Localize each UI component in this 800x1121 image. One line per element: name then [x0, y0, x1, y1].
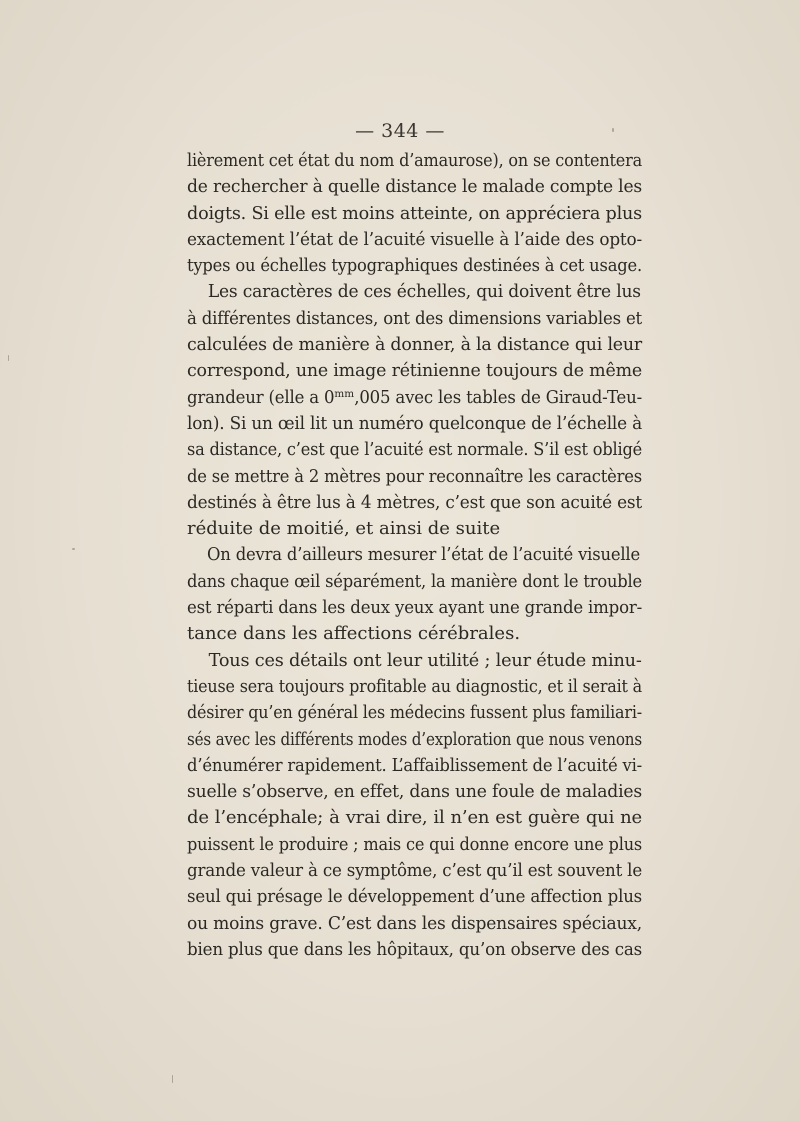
page-number-text: — 344 —: [355, 120, 445, 142]
text-line: lon). Si un œil lit un numéro quelconque de l’échelle à: [187, 412, 642, 434]
text-line: On devra d’ailleurs mesurer l’état de l’acuité visuelle: [207, 544, 641, 566]
text-line: doigts. Si elle est moins atteinte, on appréciera plus: [187, 202, 642, 224]
text-line: puissent le produire ; mais ce qui donne encore une plus: [187, 833, 643, 855]
page-number: [0, 120, 800, 142]
text-line: Les caractères de ces échelles, qui doivent être lus: [207, 281, 641, 303]
text-line: à différentes distances, ont des dimensions variables et: [187, 307, 643, 329]
ink-speck: [172, 1075, 173, 1083]
text-line: types ou échelles typographiques destinées à cet usage.: [187, 255, 642, 277]
text-line: de rechercher à quelle distance le malade compte les: [187, 176, 643, 198]
text-line: lièrement cet état du nom d’amaurose), on se contentera: [187, 150, 643, 171]
text-line: de se mettre à 2 mètres pour reconnaître les caractères: [187, 465, 643, 487]
text-line: ou moins grave. C’est dans les dispensaires spéciaux,: [187, 912, 642, 934]
text-line: sa distance, c’est que l’acuité est normale. S’il est obligé: [187, 439, 643, 461]
text-line: d’énumérer rapidement. L’affaiblissement de l’acuité vi-: [187, 754, 643, 776]
ink-speck: [612, 128, 614, 132]
text-line: correspond, une image rétinienne toujours de même: [187, 360, 643, 382]
body-text: [187, 148, 642, 963]
text-line: dans chaque œil séparément, la manière dont le trouble: [187, 570, 643, 592]
text-line: exactement l’état de l’acuité visuelle à l’aide des opto-: [187, 228, 642, 250]
text-line: calculées de manière à donner, à la distance qui leur: [187, 334, 643, 356]
text-line: bien plus que dans les hôpitaux, qu’on observe des cas: [187, 938, 643, 960]
text-line: de l’encéphale; à vrai dire, il n’en est guère qui ne: [187, 807, 642, 829]
text-line: est réparti dans les deux yeux ayant une grande impor-: [187, 597, 642, 619]
text-line: destinés à être lus à 4 mètres, c’est que son acuité est: [187, 491, 643, 513]
text-line: grandeur (elle a 0ᵐᵐ,005 avec les tables de Giraud-Teu-: [187, 386, 643, 408]
text-line: tieuse sera toujours profitable au diagnostic, et il serait à: [187, 675, 643, 697]
text-line: tance dans les affections cérébrales.: [187, 623, 521, 645]
text-line: sés avec les différents modes d’exploration que nous venons: [187, 728, 642, 750]
text-line: réduite de moitié, et ainsi de suite: [187, 518, 501, 540]
text-line: suelle s’observe, en effet, dans une foule de maladies: [187, 781, 642, 803]
ink-speck: [72, 548, 75, 550]
text-line: désirer qu’en général les médecins fussent plus familiari-: [187, 702, 642, 724]
ink-speck: [8, 355, 9, 361]
text-line: grande valeur à ce symptôme, c’est qu’il est souvent le: [187, 860, 643, 882]
text-line: Tous ces détails ont leur utilité ; leur étude minu-: [208, 649, 642, 671]
text-line: seul qui présage le développement d’une affection plus: [187, 886, 643, 908]
